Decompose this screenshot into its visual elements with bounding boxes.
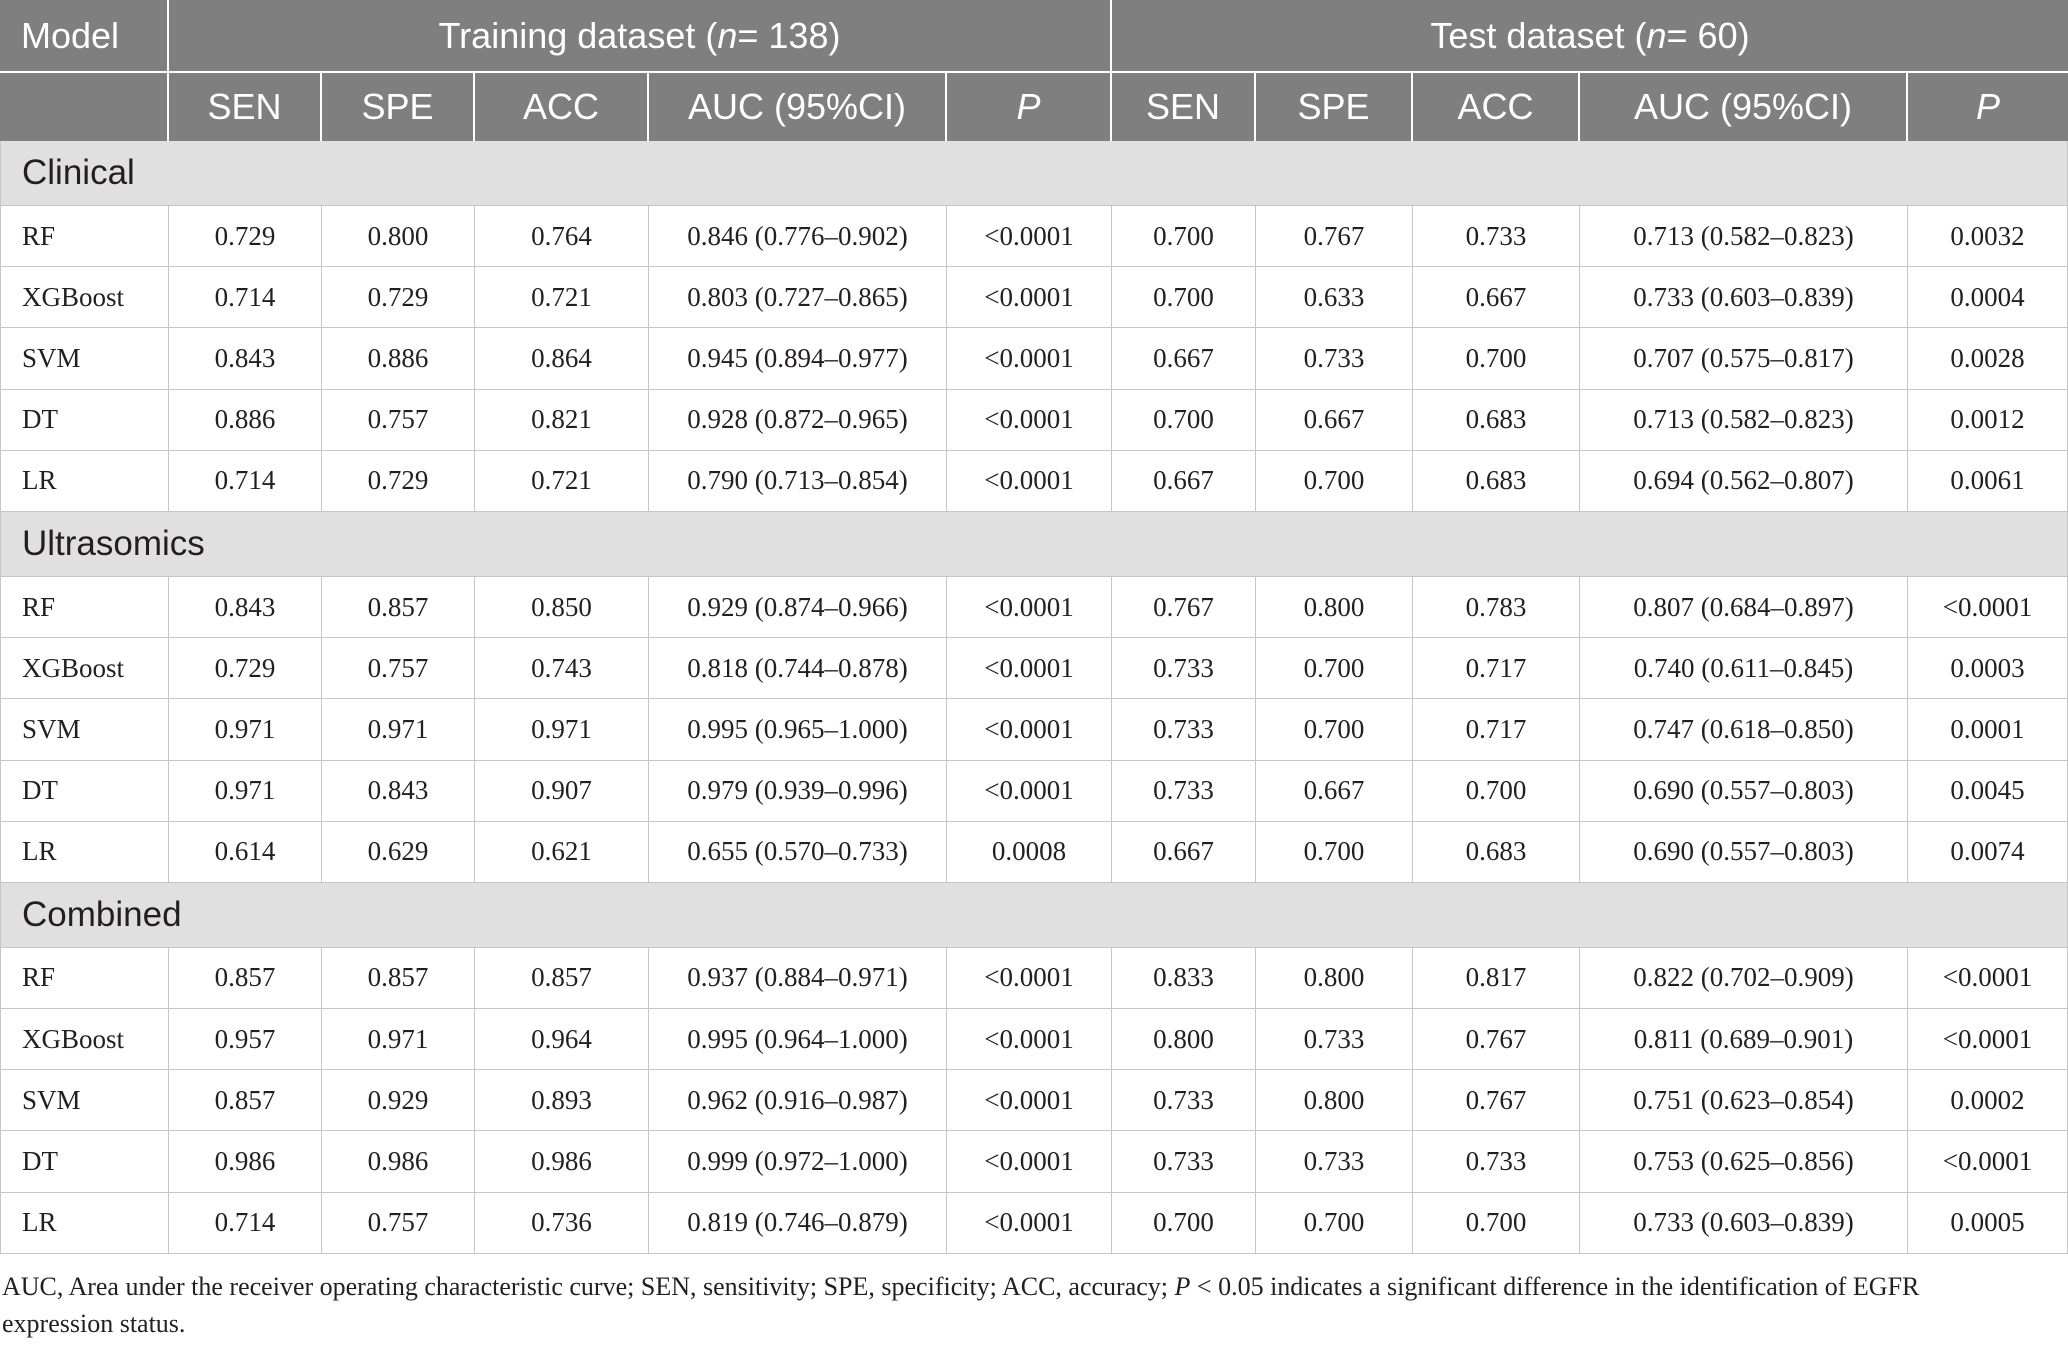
train-sen-cell: 0.971	[169, 699, 322, 760]
train-auc-header: AUC (95%CI)	[649, 73, 947, 141]
test-sen-cell: 0.667	[1112, 328, 1256, 389]
table-row	[0, 699, 2068, 760]
train-acc-cell: 0.621	[475, 822, 649, 883]
test-auc-cell: 0.713 (0.582–0.823)	[1580, 206, 1908, 267]
train-p-cell: <0.0001	[947, 699, 1112, 760]
train-spe-cell: 0.857	[322, 948, 475, 1009]
test-sen-cell: 0.833	[1112, 948, 1256, 1009]
train-auc-cell: 0.937 (0.884–0.971)	[649, 948, 947, 1009]
test-auc-cell: 0.694 (0.562–0.807)	[1580, 451, 1908, 512]
model-name-cell: DT	[0, 1131, 169, 1192]
test-acc-header: ACC	[1413, 73, 1580, 141]
test-auc-cell: 0.811 (0.689–0.901)	[1580, 1009, 1908, 1070]
section-row-combined	[0, 883, 2068, 948]
test-spe-cell: 0.800	[1256, 948, 1413, 1009]
model-name-cell: XGBoost	[0, 267, 169, 328]
train-spe-cell: 0.971	[322, 699, 475, 760]
test-p-cell: 0.0004	[1908, 267, 2068, 328]
test-sen-cell: 0.733	[1112, 1131, 1256, 1192]
model-name-cell: RF	[0, 206, 169, 267]
test-sen-cell: 0.733	[1112, 1070, 1256, 1131]
section-row-ultrasomics	[0, 512, 2068, 577]
train-auc-cell: 0.803 (0.727–0.865)	[649, 267, 947, 328]
train-p-cell: <0.0001	[947, 206, 1112, 267]
train-auc-cell: 0.790 (0.713–0.854)	[649, 451, 947, 512]
train-acc-cell: 0.907	[475, 761, 649, 822]
test-p-cell: <0.0001	[1908, 948, 2068, 1009]
train-acc-cell: 0.764	[475, 206, 649, 267]
test-p-cell: 0.0005	[1908, 1193, 2068, 1254]
train-sen-cell: 0.971	[169, 761, 322, 822]
model-name-cell: XGBoost	[0, 638, 169, 699]
training-header-suffix: = 138)	[737, 14, 841, 56]
test-p-cell: 0.0045	[1908, 761, 2068, 822]
test-auc-header: AUC (95%CI)	[1580, 73, 1908, 141]
test-sen-cell: 0.700	[1112, 267, 1256, 328]
train-p-cell: <0.0001	[947, 1070, 1112, 1131]
header-row-groups	[0, 0, 2068, 73]
test-auc-cell: 0.753 (0.625–0.856)	[1580, 1131, 1908, 1192]
train-spe-cell: 0.929	[322, 1070, 475, 1131]
test-p-cell: <0.0001	[1908, 1131, 2068, 1192]
model-name-cell: LR	[0, 822, 169, 883]
train-auc-cell: 0.945 (0.894–0.977)	[649, 328, 947, 389]
table-row	[0, 267, 2068, 328]
train-spe-cell: 0.757	[322, 390, 475, 451]
test-sen-cell: 0.800	[1112, 1009, 1256, 1070]
test-auc-cell: 0.807 (0.684–0.897)	[1580, 577, 1908, 638]
section-label: Ultrasomics	[0, 512, 2068, 577]
train-p-cell: <0.0001	[947, 638, 1112, 699]
train-auc-cell: 0.979 (0.939–0.996)	[649, 761, 947, 822]
train-acc-cell: 0.986	[475, 1131, 649, 1192]
train-acc-cell: 0.964	[475, 1009, 649, 1070]
model-name-cell: LR	[0, 451, 169, 512]
test-auc-cell: 0.740 (0.611–0.845)	[1580, 638, 1908, 699]
train-p-cell: <0.0001	[947, 267, 1112, 328]
train-acc-cell: 0.857	[475, 948, 649, 1009]
footnote-p-symbol: P	[1174, 1272, 1191, 1301]
test-auc-cell: 0.751 (0.623–0.854)	[1580, 1070, 1908, 1131]
test-sen-cell: 0.700	[1112, 390, 1256, 451]
model-name-cell: DT	[0, 390, 169, 451]
train-acc-cell: 0.721	[475, 451, 649, 512]
train-spe-cell: 0.843	[322, 761, 475, 822]
train-spe-cell: 0.800	[322, 206, 475, 267]
table-row	[0, 451, 2068, 512]
train-sen-cell: 0.986	[169, 1131, 322, 1192]
test-sen-header: SEN	[1112, 73, 1256, 141]
test-auc-cell: 0.822 (0.702–0.909)	[1580, 948, 1908, 1009]
train-acc-cell: 0.736	[475, 1193, 649, 1254]
train-auc-cell: 0.846 (0.776–0.902)	[649, 206, 947, 267]
train-p-cell: 0.0008	[947, 822, 1112, 883]
table-footnote	[0, 1268, 2068, 1342]
test-header-n: n	[1646, 14, 1667, 56]
train-sen-cell: 0.729	[169, 638, 322, 699]
train-sen-header: SEN	[169, 73, 322, 141]
model-column-header	[0, 0, 169, 73]
test-acc-cell: 0.717	[1413, 638, 1580, 699]
model-name-cell: RF	[0, 948, 169, 1009]
train-p-cell: <0.0001	[947, 451, 1112, 512]
train-p-cell: <0.0001	[947, 948, 1112, 1009]
test-auc-cell: 0.707 (0.575–0.817)	[1580, 328, 1908, 389]
test-header-prefix: Test dataset (	[1430, 14, 1647, 56]
table-row	[0, 822, 2068, 883]
model-name-cell: SVM	[0, 699, 169, 760]
test-spe-cell: 0.800	[1256, 577, 1413, 638]
table-row	[0, 1131, 2068, 1192]
train-sen-cell: 0.614	[169, 822, 322, 883]
test-spe-cell: 0.767	[1256, 206, 1413, 267]
table-row	[0, 761, 2068, 822]
train-auc-cell: 0.999 (0.972–1.000)	[649, 1131, 947, 1192]
train-auc-cell: 0.962 (0.916–0.987)	[649, 1070, 947, 1131]
test-sen-cell: 0.700	[1112, 206, 1256, 267]
test-sen-cell: 0.667	[1112, 822, 1256, 883]
train-sen-cell: 0.714	[169, 451, 322, 512]
test-sen-cell: 0.733	[1112, 699, 1256, 760]
test-p-cell: 0.0012	[1908, 390, 2068, 451]
test-header-suffix: = 60)	[1666, 14, 1750, 56]
test-acc-cell: 0.683	[1413, 390, 1580, 451]
train-p-cell: <0.0001	[947, 390, 1112, 451]
test-p-cell: 0.0074	[1908, 822, 2068, 883]
test-spe-cell: 0.667	[1256, 390, 1413, 451]
train-spe-cell: 0.971	[322, 1009, 475, 1070]
test-p-cell: 0.0002	[1908, 1070, 2068, 1131]
train-p-cell: <0.0001	[947, 1009, 1112, 1070]
train-auc-cell: 0.819 (0.746–0.879)	[649, 1193, 947, 1254]
test-p-cell: 0.0032	[1908, 206, 2068, 267]
train-sen-cell: 0.843	[169, 577, 322, 638]
test-acc-cell: 0.667	[1413, 267, 1580, 328]
test-spe-cell: 0.700	[1256, 822, 1413, 883]
test-spe-cell: 0.700	[1256, 451, 1413, 512]
test-sen-cell: 0.667	[1112, 451, 1256, 512]
train-auc-cell: 0.929 (0.874–0.966)	[649, 577, 947, 638]
test-p-cell: <0.0001	[1908, 1009, 2068, 1070]
footnote-line-2	[0, 1305, 2068, 1342]
model-subheader-blank	[0, 73, 169, 141]
train-acc-cell: 0.893	[475, 1070, 649, 1131]
table-row	[0, 1070, 2068, 1131]
model-header-label: Model	[21, 14, 120, 56]
train-sen-cell: 0.857	[169, 948, 322, 1009]
train-sen-cell: 0.729	[169, 206, 322, 267]
test-auc-cell: 0.690 (0.557–0.803)	[1580, 761, 1908, 822]
model-name-cell: DT	[0, 761, 169, 822]
section-label: Combined	[0, 883, 2068, 948]
test-sen-cell: 0.700	[1112, 1193, 1256, 1254]
test-acc-cell: 0.717	[1413, 699, 1580, 760]
test-sen-cell: 0.733	[1112, 761, 1256, 822]
train-auc-cell: 0.995 (0.965–1.000)	[649, 699, 947, 760]
test-spe-cell: 0.800	[1256, 1070, 1413, 1131]
train-spe-cell: 0.729	[322, 451, 475, 512]
model-name-cell: SVM	[0, 328, 169, 389]
test-auc-cell: 0.733 (0.603–0.839)	[1580, 267, 1908, 328]
table-row	[0, 1009, 2068, 1070]
train-spe-cell: 0.757	[322, 1193, 475, 1254]
train-spe-cell: 0.857	[322, 577, 475, 638]
test-p-cell: 0.0061	[1908, 451, 2068, 512]
train-sen-cell: 0.714	[169, 267, 322, 328]
test-spe-cell: 0.667	[1256, 761, 1413, 822]
train-auc-cell: 0.818 (0.744–0.878)	[649, 638, 947, 699]
table-row	[0, 577, 2068, 638]
test-acc-cell: 0.700	[1413, 1193, 1580, 1254]
train-spe-cell: 0.886	[322, 328, 475, 389]
header-row-metrics	[0, 73, 2068, 141]
test-p-cell: 0.0028	[1908, 328, 2068, 389]
test-spe-cell: 0.700	[1256, 638, 1413, 699]
section-row-clinical	[0, 141, 2068, 206]
train-spe-header: SPE	[322, 73, 475, 141]
test-acc-cell: 0.683	[1413, 451, 1580, 512]
train-sen-cell: 0.857	[169, 1070, 322, 1131]
train-acc-cell: 0.864	[475, 328, 649, 389]
test-acc-cell: 0.783	[1413, 577, 1580, 638]
test-sen-cell: 0.767	[1112, 577, 1256, 638]
training-header-n: n	[717, 14, 738, 56]
table-row	[0, 948, 2068, 1009]
model-name-cell: LR	[0, 1193, 169, 1254]
train-acc-cell: 0.721	[475, 267, 649, 328]
train-sen-cell: 0.714	[169, 1193, 322, 1254]
test-spe-cell: 0.733	[1256, 1131, 1413, 1192]
train-p-header: P	[947, 73, 1112, 141]
train-acc-cell: 0.971	[475, 699, 649, 760]
train-spe-cell: 0.986	[322, 1131, 475, 1192]
test-auc-cell: 0.733 (0.603–0.839)	[1580, 1193, 1908, 1254]
table-row	[0, 1193, 2068, 1254]
train-sen-cell: 0.886	[169, 390, 322, 451]
test-auc-cell: 0.747 (0.618–0.850)	[1580, 699, 1908, 760]
test-acc-cell: 0.767	[1413, 1009, 1580, 1070]
model-name-cell: RF	[0, 577, 169, 638]
train-p-cell: <0.0001	[947, 577, 1112, 638]
train-auc-cell: 0.655 (0.570–0.733)	[649, 822, 947, 883]
train-p-cell: <0.0001	[947, 761, 1112, 822]
test-spe-cell: 0.733	[1256, 1009, 1413, 1070]
test-auc-cell: 0.713 (0.582–0.823)	[1580, 390, 1908, 451]
train-spe-cell: 0.729	[322, 267, 475, 328]
model-name-cell: XGBoost	[0, 1009, 169, 1070]
table-body	[0, 141, 2068, 1254]
test-p-header: P	[1975, 86, 2000, 127]
test-sen-cell: 0.733	[1112, 638, 1256, 699]
section-label: Clinical	[0, 141, 2068, 206]
test-p-cell: 0.0003	[1908, 638, 2068, 699]
footnote-text-continued: expression status.	[2, 1309, 186, 1338]
test-spe-cell: 0.733	[1256, 328, 1413, 389]
table-row	[0, 390, 2068, 451]
train-spe-cell: 0.757	[322, 638, 475, 699]
test-spe-cell: 0.633	[1256, 267, 1413, 328]
train-p-cell: <0.0001	[947, 1131, 1112, 1192]
test-acc-cell: 0.700	[1413, 328, 1580, 389]
training-dataset-header	[169, 0, 1112, 73]
footnote-text-end: < 0.05 indicates a significant difference in the identification of EGFR	[1190, 1272, 1920, 1301]
train-acc-cell: 0.743	[475, 638, 649, 699]
test-acc-cell: 0.733	[1413, 206, 1580, 267]
train-acc-cell: 0.850	[475, 577, 649, 638]
model-name-cell: SVM	[0, 1070, 169, 1131]
footnote-text-start: AUC, Area under the receiver operating characteristic curve; SEN, sensitivity; SPE, specificity; ACC, accuracy;	[2, 1272, 1175, 1301]
train-acc-cell: 0.821	[475, 390, 649, 451]
train-sen-cell: 0.957	[169, 1009, 322, 1070]
test-acc-cell: 0.817	[1413, 948, 1580, 1009]
test-p-cell: <0.0001	[1908, 577, 2068, 638]
test-spe-cell: 0.700	[1256, 699, 1413, 760]
footnote-line-1	[0, 1268, 2068, 1305]
test-acc-cell: 0.733	[1413, 1131, 1580, 1192]
table-row	[0, 638, 2068, 699]
test-acc-cell: 0.683	[1413, 822, 1580, 883]
train-spe-cell: 0.629	[322, 822, 475, 883]
training-header-prefix: Training dataset (	[438, 14, 718, 56]
train-sen-cell: 0.843	[169, 328, 322, 389]
table-row	[0, 206, 2068, 267]
test-p-cell: 0.0001	[1908, 699, 2068, 760]
train-p-cell: <0.0001	[947, 328, 1112, 389]
test-acc-cell: 0.767	[1413, 1070, 1580, 1131]
test-acc-cell: 0.700	[1413, 761, 1580, 822]
table-row	[0, 328, 2068, 389]
train-auc-cell: 0.995 (0.964–1.000)	[649, 1009, 947, 1070]
train-p-cell: <0.0001	[947, 1193, 1112, 1254]
test-spe-cell: 0.700	[1256, 1193, 1413, 1254]
test-spe-header: SPE	[1256, 73, 1413, 141]
train-auc-cell: 0.928 (0.872–0.965)	[649, 390, 947, 451]
train-acc-header: ACC	[475, 73, 649, 141]
test-auc-cell: 0.690 (0.557–0.803)	[1580, 822, 1908, 883]
test-dataset-header	[1112, 0, 2068, 73]
